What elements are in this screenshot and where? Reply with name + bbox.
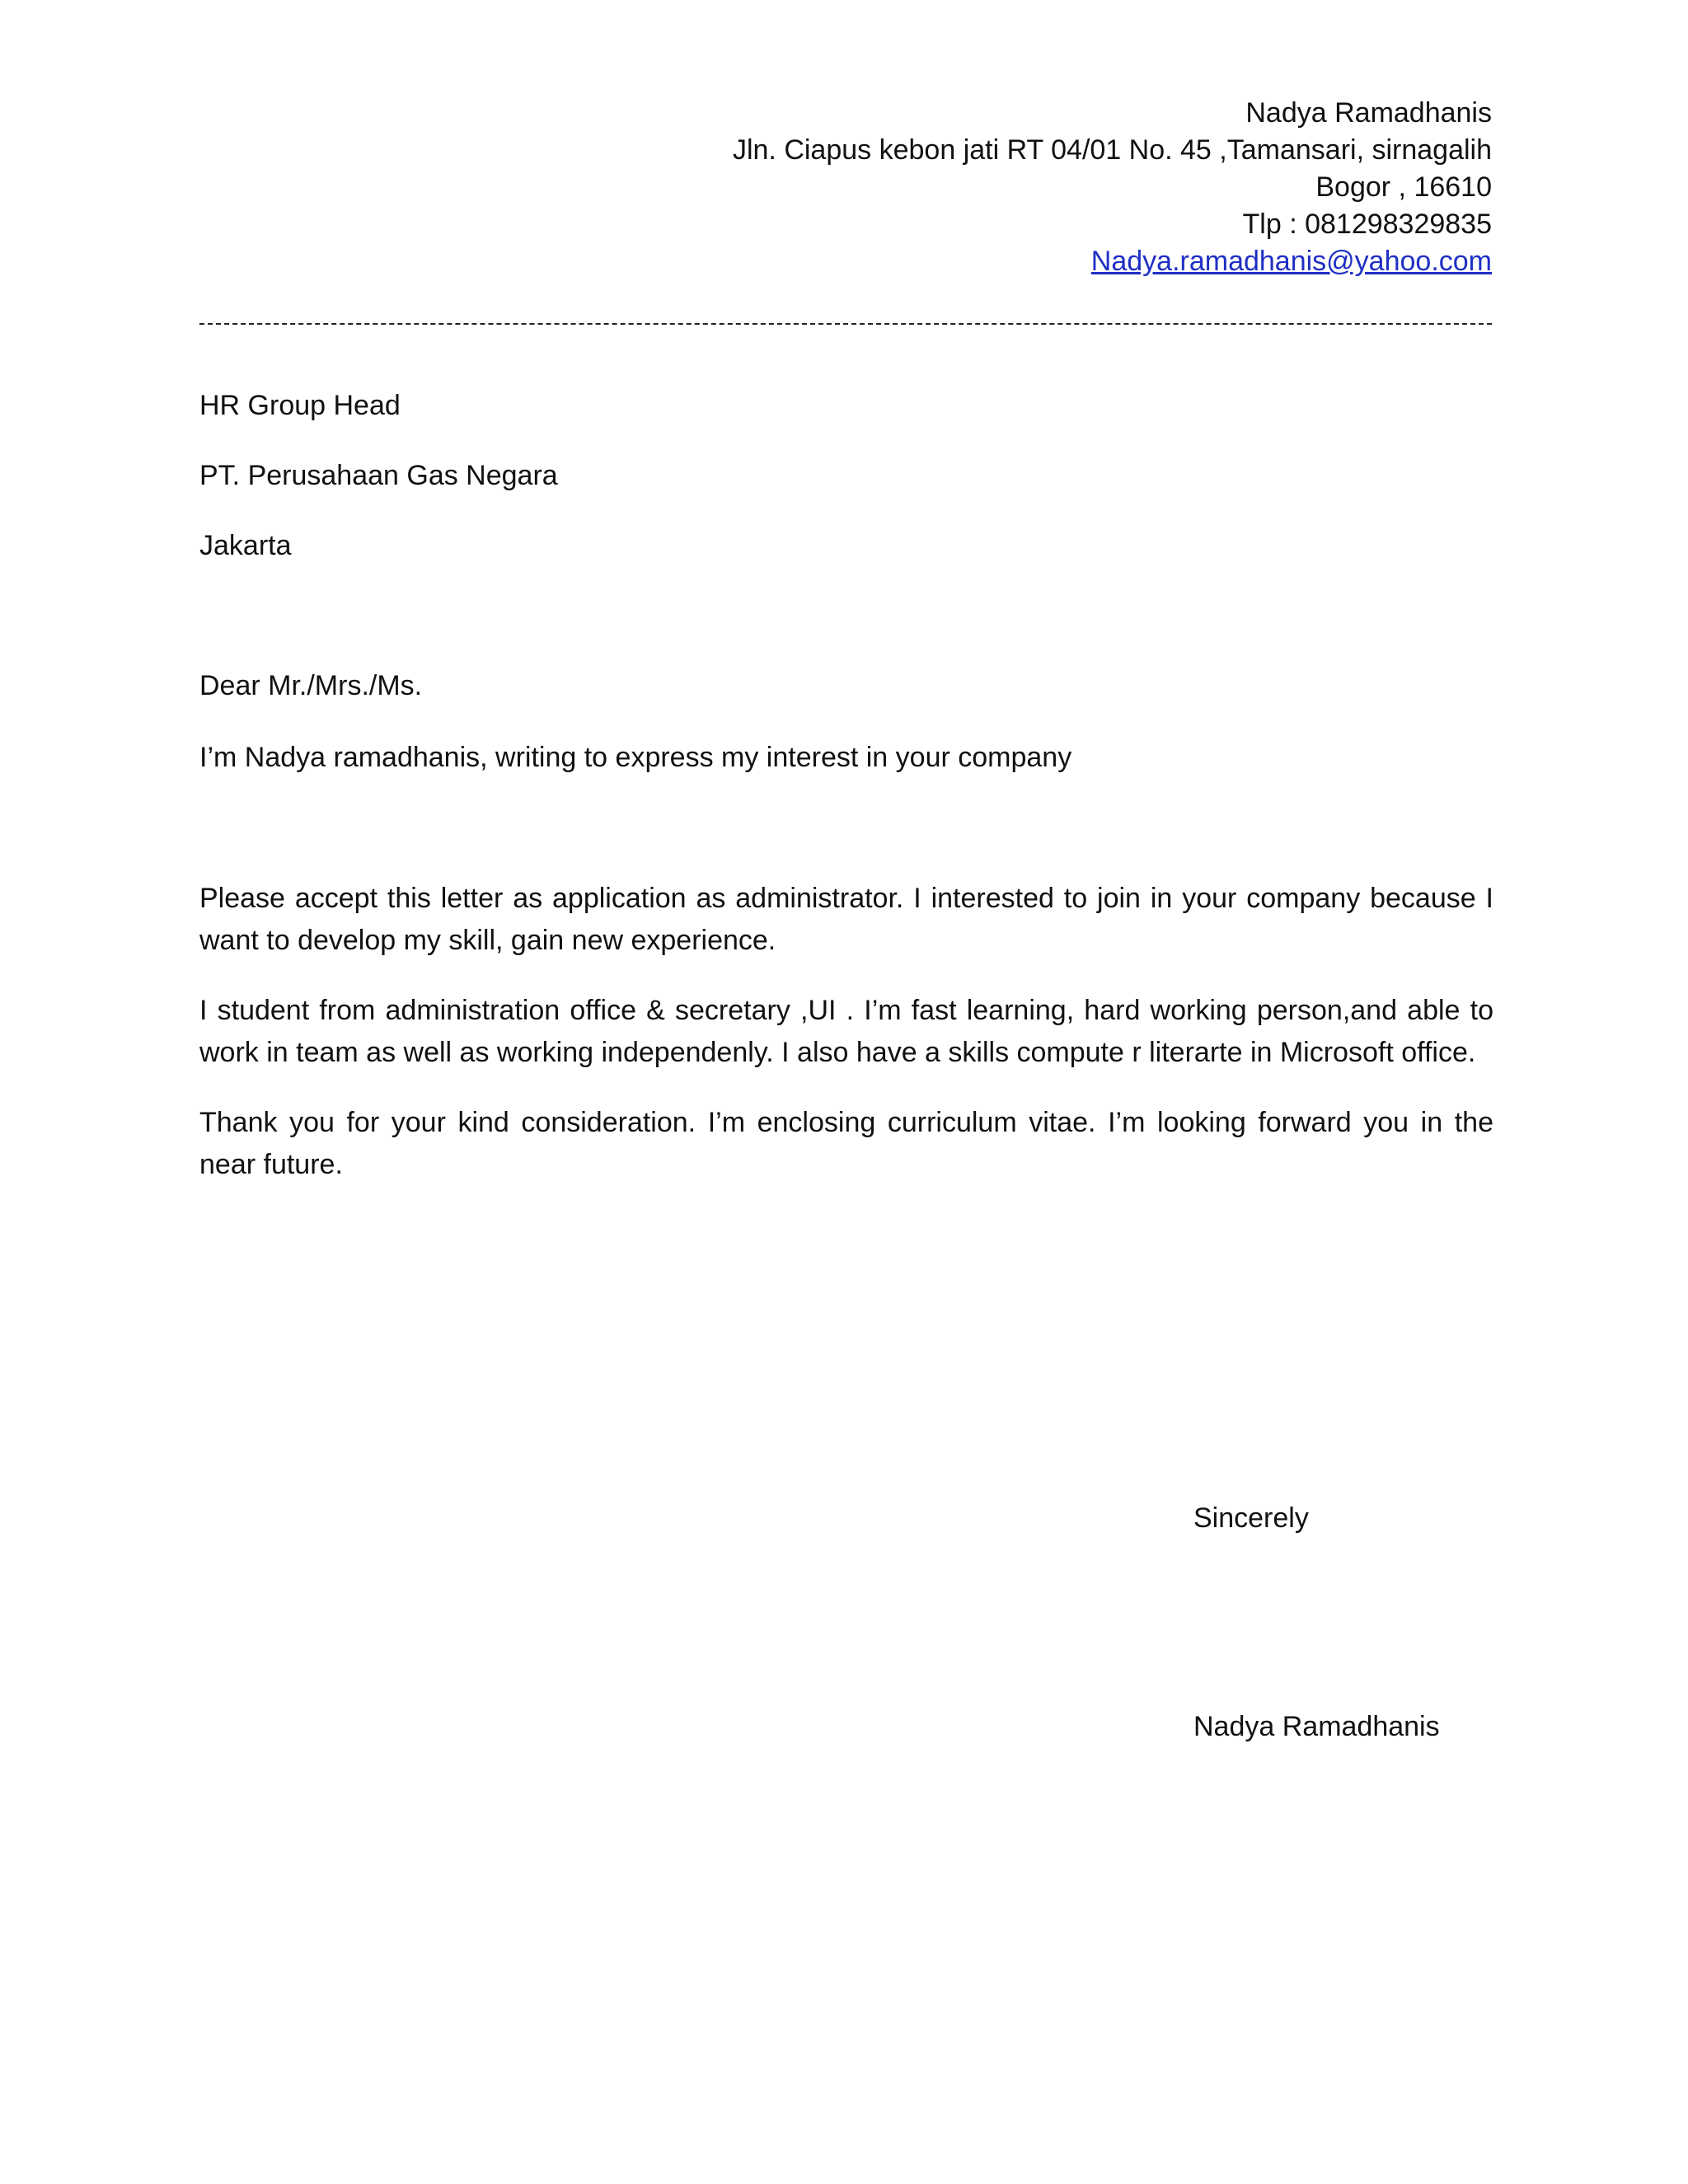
sender-name: Nadya Ramadhanis [1245,97,1492,129]
body-paragraph-1: Please accept this letter as application as administrator. I interested to join in your company because I want to develop my skill, gain new experience. [199,883,1493,956]
body-paragraph-3: Thank you for your kind consideration. I’m enclosing curriculum vitae. I’m looking forward you in the near future. [199,1107,1493,1180]
recipient-company: PT. Perusahaan Gas Negara [199,460,558,491]
sender-email-link[interactable]: Nadya.ramadhanis@yahoo.com [1090,246,1492,277]
sender-address-line1: Jln. Ciapus kebon jati RT 04/01 No. 45 ,Tamansari, sirnagalih [732,134,1492,166]
recipient-title: HR Group Head [199,390,401,421]
intro-line: I’m Nadya ramadhanis, writing to express my interest in your company [199,742,1072,773]
header-separator [199,323,1492,325]
sender-block [503,95,1492,280]
recipient-city: Jakarta [199,530,292,561]
sender-phone: Tlp : 081298329835 [1242,209,1492,240]
signature-name: Nadya Ramadhanis [1193,1711,1440,1742]
sender-address-line2: Bogor , 16610 [1315,171,1492,203]
closing: Sincerely [1193,1502,1309,1534]
body-paragraph-2: I student from administration office & secretary ,UI . I’m fast learning, hard working person,and able to work in team as well as working independenly. I also have a skills compute r literarte in Microsoft office. [199,995,1493,1068]
salutation: Dear Mr./Mrs./Ms. [199,670,423,701]
